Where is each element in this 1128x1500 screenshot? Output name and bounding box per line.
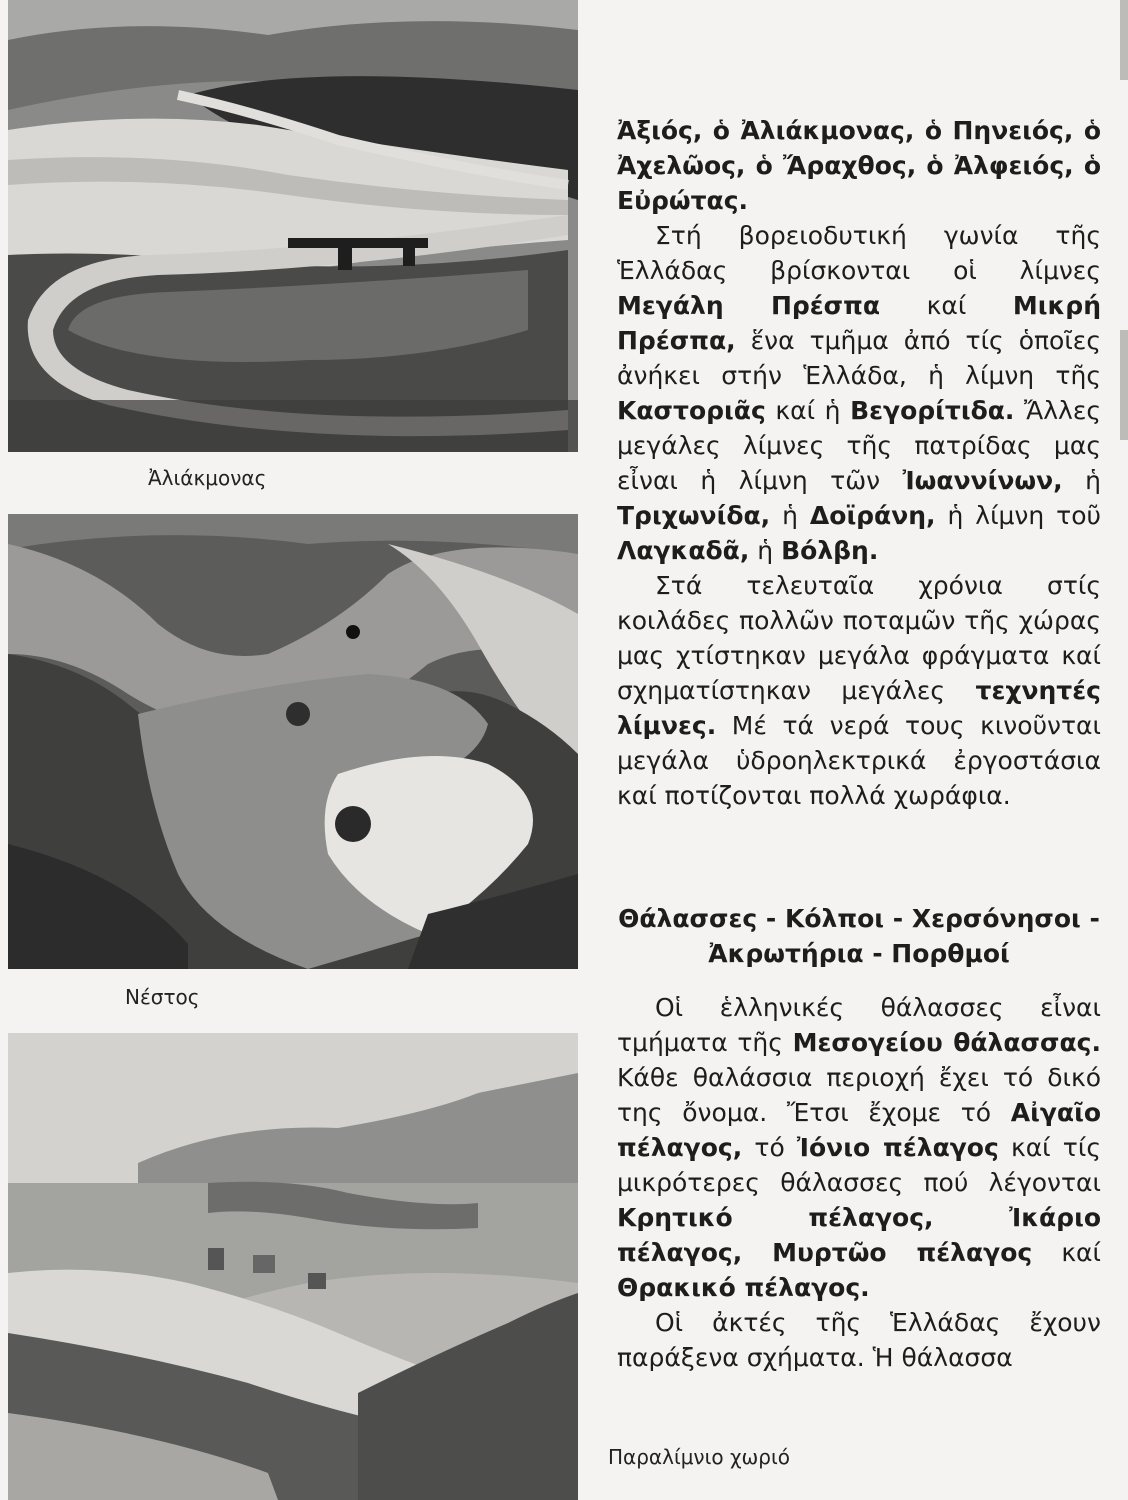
page-edge-shade: [1120, 330, 1128, 440]
seas-paragraph: Οἱ ἑλληνικές θάλασσες εἶναι τμήματα τῆς Μεσογείου θάλασσας. Κάθε θαλάσσια περιοχή ἔχει τό δικό της ὄνομα. Ἔτσι ἔχομε τό Αἰγαῖο πέλαγος, τό Ἰόνιο πέλαγος καί τίς μικρότερες θάλασσες πού λέγονται Κρητικό πέλαγος, Ἰκάριο πέλαγος, Μυρτῶο πέλαγος καί Θρακικό πέλαγος.: [617, 993, 1101, 1302]
village-caption: Παραλίμνιο χωριό: [608, 1445, 790, 1469]
text-column-bottom: [617, 990, 1101, 1375]
section-heading: Θάλασσες - Κόλποι - Χερσόνησοι - Ἀκρωτήρια - Πορθμοί: [618, 904, 1100, 968]
coasts-paragraph: Οἱ ἀκτές τῆς Ἑλλάδας ἔχουν παράξενα σχήματα. Ἡ θάλασσα: [617, 1308, 1101, 1372]
lakes-paragraph: Στή βορειοδυτική γωνία τῆς Ἑλλάδας βρίσκονται οἱ λίμνες Μεγάλη Πρέσπα καί Μικρή Πρέσπα, ἕνα τμῆμα ἀπό τίς ὁποῖες ἀνήκει στήν Ἑλλάδα, ἡ λίμνη τῆς Καστοριᾶς καί ἡ Βεγορίτιδα. Ἄλλες μεγάλες λίμνες τῆς πατρίδας μας εἶναι ἡ λίμνη τῶν Ἰωαννίνων, ἡ Τριχωνίδα, ἡ Δοϊράνη, ἡ λίμνη τοῦ Λαγκαδᾶ, ἡ Βόλβη.: [617, 221, 1102, 565]
village-photo: [8, 1033, 578, 1500]
aliakmonas-photo: [8, 0, 578, 452]
aliakmonas-caption: Ἀλιάκμονας: [148, 466, 267, 490]
page-edge-shade: [1120, 0, 1128, 80]
rivers-paragraph: Ἀξιός, ὁ Ἀλιάκμονας, ὁ Πηνειός, ὁ Ἀχελῶος, ὁ Ἄραχθος, ὁ Ἀλφειός, ὁ Εὐρώτας.: [617, 116, 1101, 215]
artificial-lakes-paragraph: Στά τελευταῖα χρόνια στίς κοιλάδες πολλῶν ποταμῶν τῆς χώρας μας χτίστηκαν μεγάλα φράγματα καί σχηματίστηκαν μεγάλες τεχνητές λίμνες. Μέ τά νερά τους κινοῦνται μεγάλα ὑδροηλεκτρικά ἐργοστάσια καί ποτίζονται πολλά χωράφια.: [617, 571, 1101, 810]
nestos-caption: Νέστος: [125, 985, 200, 1009]
text-column-top: [617, 113, 1101, 813]
nestos-photo: [8, 514, 578, 969]
